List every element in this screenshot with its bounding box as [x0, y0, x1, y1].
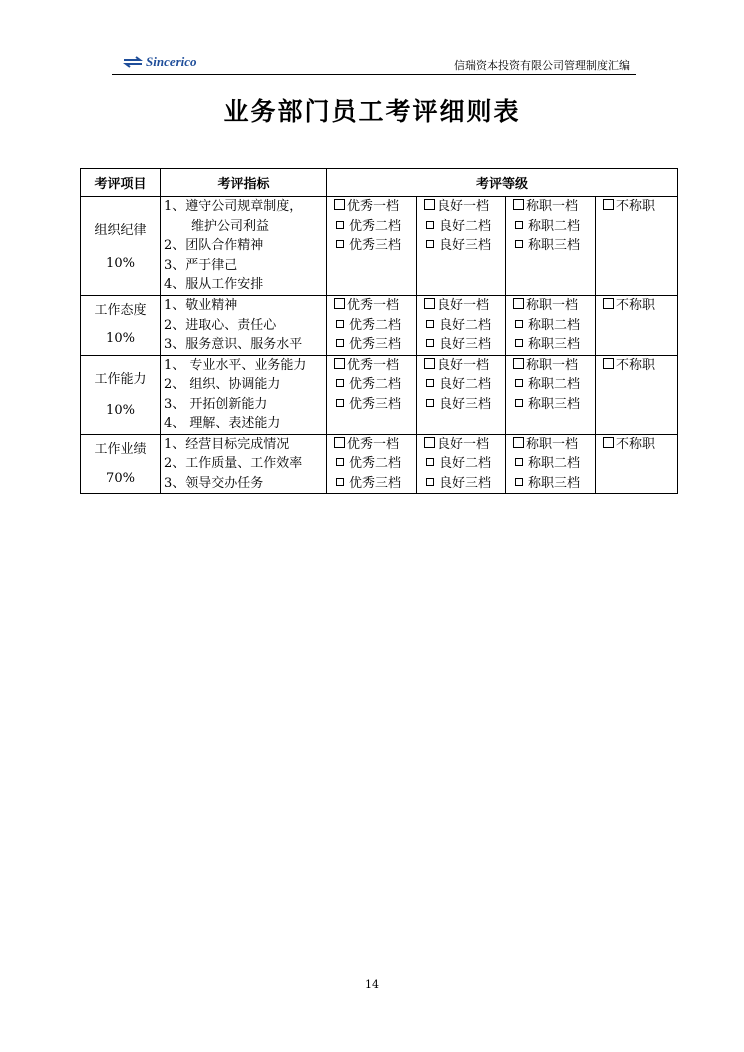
grade-option-label: 良好一档	[437, 199, 490, 214]
grade-option[interactable]	[417, 474, 505, 494]
grade-cell	[596, 355, 678, 434]
checkbox-icon[interactable]	[513, 437, 524, 448]
indicator-item: 3、严于律己	[164, 257, 238, 273]
grade-cell	[327, 355, 417, 434]
grade-option-label: 优秀一档	[347, 298, 400, 313]
grade-option[interactable]	[327, 474, 416, 494]
grade-option[interactable]	[327, 395, 416, 415]
checkbox-icon[interactable]	[426, 478, 434, 486]
indicator-item: 1、 专业水平、业务能力	[164, 357, 307, 373]
grade-option[interactable]	[327, 454, 416, 474]
category-weight: 70%	[106, 470, 135, 486]
checkbox-icon[interactable]	[515, 458, 523, 466]
grade-cell	[506, 434, 596, 494]
grade-option[interactable]	[327, 356, 416, 376]
checkbox-icon[interactable]	[603, 298, 614, 309]
checkbox-icon[interactable]	[334, 437, 345, 448]
grade-cell	[417, 296, 506, 356]
category-name: 工作业绩	[94, 441, 147, 457]
grade-option-label: 优秀一档	[347, 357, 400, 373]
grade-option-label: 优秀二档	[349, 317, 402, 333]
grade-option[interactable]	[506, 375, 595, 395]
grade-option-label: 良好一档	[437, 298, 490, 313]
category-cell	[81, 434, 161, 494]
checkbox-icon[interactable]	[603, 199, 614, 210]
grade-cell	[417, 355, 506, 434]
indicator-item: 2、工作质量、工作效率	[164, 456, 303, 471]
checkbox-icon[interactable]	[513, 199, 524, 210]
grade-option-label: 称职二档	[528, 317, 581, 333]
header-category: 考评项目	[81, 169, 161, 197]
grade-option[interactable]	[417, 236, 505, 256]
company-logo	[122, 54, 197, 70]
checkbox-icon[interactable]	[515, 379, 523, 387]
grade-option-label: 良好一档	[437, 357, 490, 373]
grade-option[interactable]	[596, 197, 677, 217]
grade-option[interactable]	[506, 356, 595, 376]
grade-option-label: 优秀一档	[347, 436, 400, 452]
checkbox-icon[interactable]	[336, 339, 344, 347]
grade-option[interactable]	[417, 435, 505, 455]
grade-option[interactable]	[506, 316, 595, 336]
grade-option-label: 称职一档	[526, 298, 579, 313]
checkbox-icon[interactable]	[426, 240, 434, 248]
checkbox-icon[interactable]	[513, 358, 524, 369]
grade-option[interactable]	[506, 435, 595, 455]
category-name: 工作态度	[94, 303, 147, 318]
checkbox-icon[interactable]	[603, 437, 614, 448]
grade-option-label: 良好三档	[439, 337, 492, 352]
checkbox-icon[interactable]	[426, 320, 434, 328]
table-header-row	[81, 169, 678, 197]
checkbox-icon[interactable]	[334, 298, 345, 309]
grade-cell	[506, 296, 596, 356]
indicator-item: 2、团队合作精神	[164, 238, 264, 253]
checkbox-icon[interactable]	[424, 298, 435, 309]
checkbox-icon[interactable]	[336, 458, 344, 466]
grade-cell	[596, 296, 678, 356]
grade-option-label: 优秀一档	[347, 199, 400, 214]
grade-option[interactable]	[417, 217, 505, 237]
grade-option[interactable]	[327, 197, 416, 217]
grade-option-label: 称职二档	[528, 456, 581, 471]
indicator-cell	[161, 434, 327, 494]
grade-option[interactable]	[327, 236, 416, 256]
company-name: 信瑞资本投资有限公司管理制度汇编	[454, 59, 630, 72]
grade-option[interactable]	[506, 217, 595, 237]
indicator-item: 4、服从工作安排	[164, 277, 264, 292]
checkbox-icon[interactable]	[515, 339, 523, 347]
checkbox-icon[interactable]	[336, 221, 344, 229]
category-name: 组织纪律	[94, 223, 147, 238]
indicator-item: 3、服务意识、服务水平	[164, 337, 303, 352]
indicator-cell	[161, 355, 327, 434]
grade-option[interactable]	[596, 435, 677, 455]
grade-option-label: 良好三档	[439, 475, 492, 491]
grade-option-label: 良好三档	[439, 396, 492, 412]
grade-option[interactable]	[417, 356, 505, 376]
grade-option-label: 优秀二档	[349, 218, 402, 234]
grade-option[interactable]	[327, 435, 416, 455]
indicator-item: 1、遵守公司规章制度，	[164, 199, 303, 214]
checkbox-icon[interactable]	[426, 379, 434, 387]
grade-option[interactable]	[417, 296, 505, 316]
grade-option[interactable]	[596, 356, 677, 376]
checkbox-icon[interactable]	[513, 298, 524, 309]
grade-option-label: 优秀二档	[349, 456, 402, 471]
indicator-item: 1、经营目标完成情况	[164, 436, 290, 452]
indicator-item: 维护公司利益	[191, 218, 270, 234]
grade-option-label: 优秀三档	[349, 396, 402, 412]
grade-option[interactable]	[596, 296, 677, 316]
grade-option-label: 良好三档	[439, 238, 492, 253]
grade-option[interactable]	[417, 197, 505, 217]
grade-option[interactable]	[417, 375, 505, 395]
grade-option-label: 称职二档	[528, 218, 581, 234]
grade-option[interactable]	[327, 316, 416, 336]
grade-option[interactable]	[506, 236, 595, 256]
grade-option-label: 不称职	[616, 436, 656, 452]
checkbox-icon[interactable]	[426, 221, 434, 229]
grade-option[interactable]	[417, 395, 505, 415]
category-cell	[81, 355, 161, 434]
grade-option-label: 良好二档	[439, 218, 492, 234]
checkbox-icon[interactable]	[336, 240, 344, 248]
evaluation-table	[80, 168, 678, 494]
grade-cell	[506, 355, 596, 434]
grade-cell	[506, 197, 596, 296]
checkbox-icon[interactable]	[515, 320, 523, 328]
grade-option[interactable]	[327, 296, 416, 316]
indicator-item: 2、 组织、协调能力	[164, 377, 281, 392]
table-row	[81, 355, 678, 434]
indicator-cell	[161, 197, 327, 296]
checkbox-icon[interactable]	[515, 221, 523, 229]
indicator-item: 2、进取心、责任心	[164, 317, 277, 333]
checkbox-icon[interactable]	[603, 358, 614, 369]
grade-option[interactable]	[506, 296, 595, 316]
indicator-cell	[161, 296, 327, 356]
grade-option-label: 良好二档	[439, 317, 492, 333]
grade-option-label: 称职一档	[526, 199, 579, 214]
checkbox-icon[interactable]	[336, 379, 344, 387]
grade-option-label: 优秀三档	[349, 238, 402, 253]
category-weight: 10%	[106, 256, 135, 271]
indicator-item: 3、领导交办任务	[164, 475, 264, 491]
grade-option-label: 优秀二档	[349, 377, 402, 392]
grade-option[interactable]	[417, 335, 505, 355]
checkbox-icon[interactable]	[334, 358, 345, 369]
checkbox-icon[interactable]	[424, 358, 435, 369]
checkbox-icon[interactable]	[426, 399, 434, 407]
category-cell	[81, 197, 161, 296]
checkbox-icon[interactable]	[336, 399, 344, 407]
page-number: 14	[365, 978, 379, 991]
table-row	[81, 197, 678, 296]
indicator-item: 1、敬业精神	[164, 298, 238, 313]
grade-option-label: 称职二档	[528, 377, 581, 392]
checkbox-icon[interactable]	[515, 478, 523, 486]
grade-option[interactable]	[506, 197, 595, 217]
grade-cell	[327, 296, 417, 356]
checkbox-icon[interactable]	[515, 240, 523, 248]
checkbox-icon[interactable]	[426, 458, 434, 466]
grade-option-label: 良好二档	[439, 377, 492, 392]
grade-cell	[596, 434, 678, 494]
indicator-item: 3、 开拓创新能力	[164, 396, 268, 412]
grade-option-label: 不称职	[616, 357, 656, 373]
grade-option[interactable]	[327, 375, 416, 395]
page-header	[112, 52, 636, 75]
grade-option-label: 不称职	[616, 199, 656, 214]
grade-option-label: 称职三档	[528, 396, 581, 412]
grade-option-label: 称职三档	[528, 475, 581, 491]
grade-option-label: 优秀三档	[349, 475, 402, 491]
table-row	[81, 296, 678, 356]
indicator-item: 4、 理解、表述能力	[164, 416, 281, 431]
grade-option-label: 称职三档	[528, 337, 581, 352]
grade-cell	[417, 197, 506, 296]
grade-option[interactable]	[506, 395, 595, 415]
grade-option[interactable]	[327, 335, 416, 355]
checkbox-icon[interactable]	[336, 478, 344, 486]
grade-option[interactable]	[417, 454, 505, 474]
checkbox-icon[interactable]	[424, 437, 435, 448]
header-indicator: 考评指标	[161, 169, 327, 197]
category-weight: 10%	[106, 402, 135, 418]
category-weight: 10%	[106, 331, 135, 346]
grade-option-label: 优秀三档	[349, 337, 402, 352]
checkbox-icon[interactable]	[424, 199, 435, 210]
table-row	[81, 434, 678, 494]
page-title: 业务部门员工考评细则表	[223, 97, 521, 126]
logo-text: Sincerico	[146, 54, 197, 69]
grade-option[interactable]	[506, 474, 595, 494]
grade-cell	[417, 434, 506, 494]
grade-option-label: 不称职	[616, 298, 656, 313]
category-name: 工作能力	[94, 371, 147, 387]
checkbox-icon[interactable]	[515, 399, 523, 407]
grade-cell	[327, 434, 417, 494]
grade-option-label: 称职一档	[526, 436, 579, 452]
grade-option[interactable]	[506, 335, 595, 355]
grade-option[interactable]	[417, 316, 505, 336]
checkbox-icon[interactable]	[426, 339, 434, 347]
grade-option-label: 称职三档	[528, 238, 581, 253]
category-cell	[81, 296, 161, 356]
grade-option-label: 称职一档	[526, 357, 579, 373]
grade-option-label: 良好二档	[439, 456, 492, 471]
grade-cell	[596, 197, 678, 296]
grade-option[interactable]	[327, 217, 416, 237]
checkbox-icon[interactable]	[336, 320, 344, 328]
logo-mark-icon	[122, 56, 144, 68]
grade-option-label: 良好一档	[437, 436, 490, 452]
grade-cell	[327, 197, 417, 296]
checkbox-icon[interactable]	[334, 199, 345, 210]
grade-option[interactable]	[506, 454, 595, 474]
header-grade: 考评等级	[327, 169, 678, 197]
